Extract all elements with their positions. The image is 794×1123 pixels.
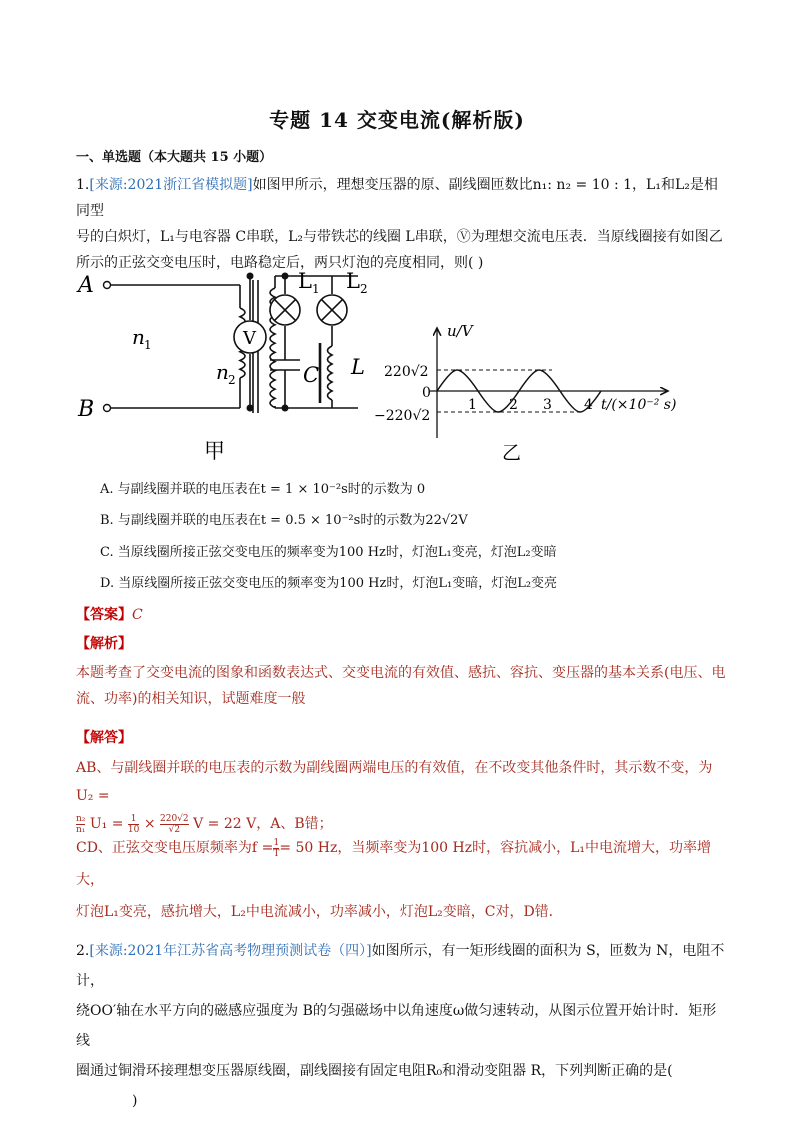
n2-subscript: 2 xyxy=(228,373,236,387)
q2-stem-line3: 圈通过铜滑环接理想变压器原线圈，副线圈接有固定电阻R₀和滑动变阻器 R，下列判断正确的是() xyxy=(76,1063,673,1109)
q2-number: 2. xyxy=(76,943,90,959)
n2-label: n xyxy=(216,360,229,384)
y-zero-label: 0 xyxy=(422,385,431,401)
turns-ratio-fraction: $\frac{\text{n₂}}{\text{n₁}}$ xyxy=(76,813,86,835)
x-tick-2: 2 xyxy=(509,397,518,413)
analysis-line2: 流、功率)的相关知识，试题难度一般 xyxy=(76,691,306,707)
voltage-graph xyxy=(370,320,680,462)
q2-stem-line1: 2.[来源:2021年江苏省高考物理预测试卷（四）]如图所示，有一矩形线圈的面积为 S，匝数为 N，电阻不计， xyxy=(76,943,725,989)
option-a[interactable]: A. 与副线圈并联的电压表在t = 1 × 10⁻²s时的示数为 0 xyxy=(100,482,426,497)
figure-yi-caption: 乙 xyxy=(502,442,522,462)
analysis-text xyxy=(76,660,726,712)
solution-cd-line1: CD、正弦交变电压原频率为f = $\frac{1}{T}$ = 50 Hz，当频率变为100 Hz时，容抗减小，L₁中电流增大，功率增大， xyxy=(76,837,712,888)
y-peak-label: 220√2 xyxy=(384,364,429,380)
L1-subscript: 1 xyxy=(312,282,320,296)
solution-tag: 【解答】 xyxy=(76,730,132,746)
page-title: 专题 14 交变电流(解析版) xyxy=(269,108,525,132)
capacitor-label: C xyxy=(303,363,320,387)
n1-label: n xyxy=(132,325,145,349)
L2-subscript: 2 xyxy=(360,282,368,296)
L2-label: L xyxy=(346,269,360,293)
y-trough-label: −220√2 xyxy=(374,408,431,424)
option-d[interactable]: D. 当原线圈所接正弦交变电压的频率变为100 Hz时，灯泡L₁变暗，灯泡L₂变亮 xyxy=(100,576,558,591)
q1-stem-line2: 号的白炽灯，L₁与电容器 C串联，L₂与带铁芯的线圈 L串联，Ⓥ为理想交流电压表．当原线圈接有如图乙 xyxy=(76,229,723,245)
terminal-A-label: A xyxy=(78,273,94,298)
solution-ab-line1: AB、与副线圈并联的电压表的示数为副线圈两端电压的有效值，在不改变其他条件时，其示数不变，为U₂ = xyxy=(76,760,713,804)
option-c[interactable]: C. 当原线圈所接正弦交变电压的频率变为100 Hz时，灯泡L₁变亮，灯泡L₂变暗 xyxy=(100,545,557,560)
q1-number: 1. xyxy=(76,177,90,193)
y-axis-label: u/V xyxy=(447,322,473,340)
inductor-label: L xyxy=(351,355,365,379)
figure-jia-caption: 甲 xyxy=(204,439,225,460)
q2-source-link[interactable]: [来源:2021年江苏省高考物理预测试卷（四）] xyxy=(89,943,372,959)
x-tick-1: 1 xyxy=(468,397,477,413)
frequency-fraction: $\frac{1}{T}$ xyxy=(273,837,280,859)
answer-line xyxy=(76,604,143,624)
solution-cd-line2: 灯泡L₁变亮，感抗增大，L₂中电流减小，功率减小，灯泡L₂变暗，C对，D错． xyxy=(76,904,563,920)
one-tenth-fraction: $\frac{1}{10}$ xyxy=(127,813,140,835)
terminal-B-label: B xyxy=(78,397,95,422)
q1-source-link[interactable]: [来源:2021浙江省模拟题] xyxy=(89,177,253,193)
rms-fraction: $\frac{220√2}{√2}$ xyxy=(160,813,189,835)
q2-stem xyxy=(76,936,726,1116)
x-tick-3: 3 xyxy=(543,397,552,413)
x-tick-4: 4 xyxy=(584,397,593,413)
solution-ab xyxy=(76,754,726,838)
solution-ab-line2: $\frac{\text{n₂}}{\text{n₁}}$ U₁ = $\frac{1}{10}$ × $\frac{220√2}{√2}$ V = 22 V，A、B错； xyxy=(76,813,333,835)
L1-label: L xyxy=(298,269,312,293)
n1-subscript: 1 xyxy=(144,338,152,352)
analysis-tag: 【解析】 xyxy=(76,636,132,652)
q1-stem-line3: 所示的正弦交变电压时，电路稳定后，两只灯泡的亮度相同，则( ) xyxy=(76,255,484,271)
answer-value: C xyxy=(132,607,143,623)
section-heading: 一、单选题（本大题共 15 小题） xyxy=(76,150,273,165)
q1-stem-line1: 1.[来源:2021浙江省模拟题]如图甲所示，理想变压器的原、副线圈匝数比n₁: n₂ = 10 : 1，L₁和L₂是相同型 xyxy=(76,177,718,219)
solution-cd xyxy=(76,832,726,928)
voltmeter-label: V xyxy=(243,328,256,349)
option-b[interactable]: B. 与副线圈并联的电压表在t = 0.5 × 10⁻²s时的示数为22√2V xyxy=(100,513,468,528)
q2-stem-line2: 绕OO′轴在水平方向的磁感应强度为 B的匀强磁场中以角速度ω做匀速转动，从图示位置开始计时．矩形线 xyxy=(76,1003,717,1049)
x-axis-label: t/(×10⁻² s) xyxy=(601,397,677,413)
analysis-line1: 本题考查了交变电流的图象和函数表达式、交变电流的有效值、感抗、容抗、变压器的基本关系(电压、电 xyxy=(76,665,726,681)
answer-tag: 【答案】 xyxy=(76,607,132,623)
circuit-diagram xyxy=(70,248,390,460)
